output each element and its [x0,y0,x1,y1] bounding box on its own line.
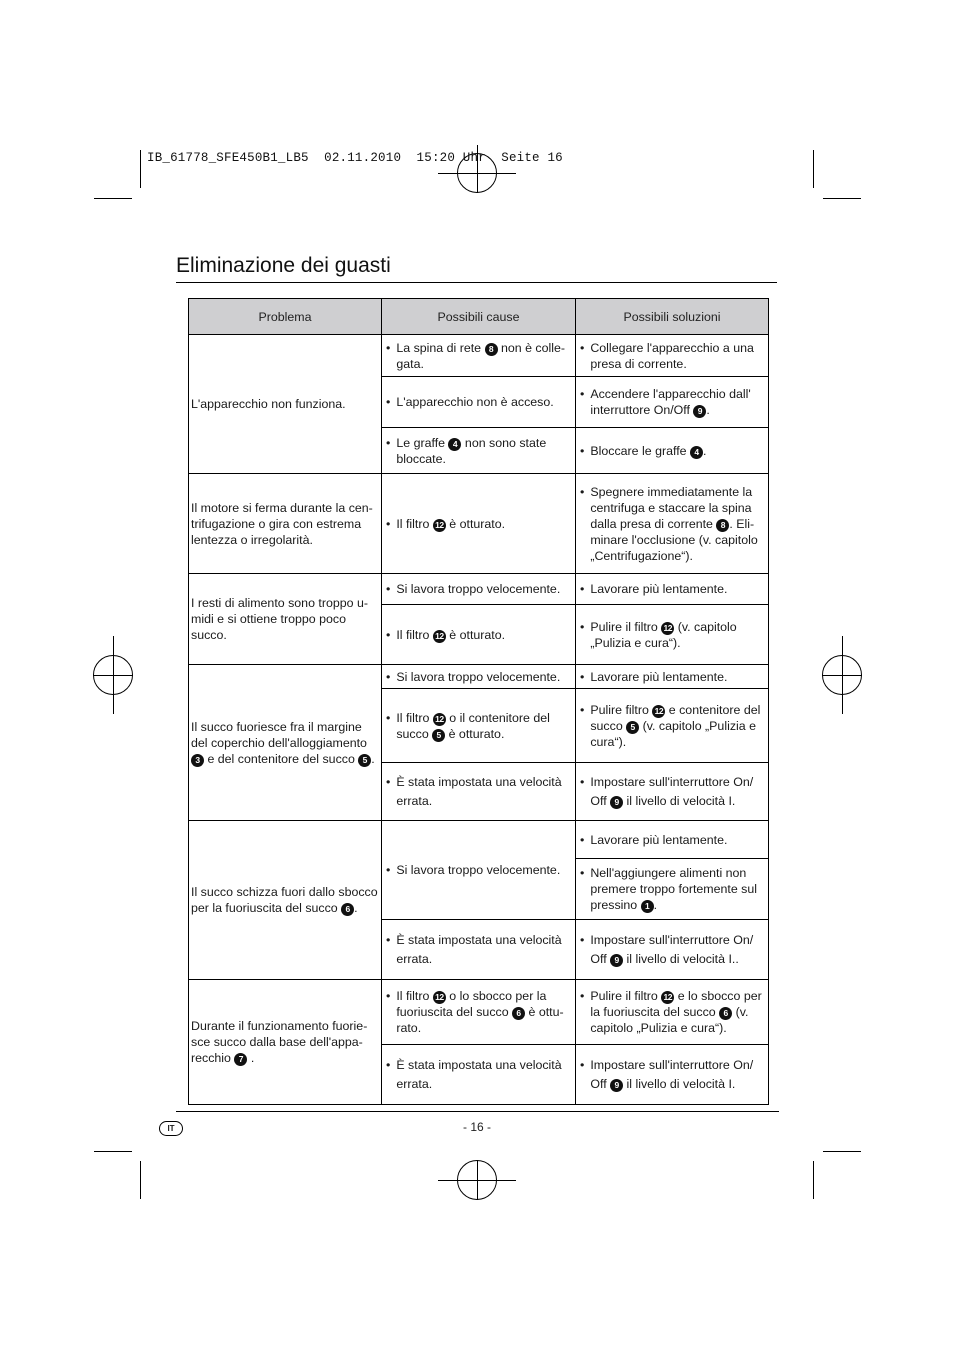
table-row [189,665,769,689]
table-row [189,980,769,1045]
solution-cell: • Bloccare le graffe 4 . [576,428,769,474]
solution-cell: • Spegnere immediatamente la centrifuga e staccare la spina dalla presa di corrente 8 . Eli-minare l'occlusione (v. capitolo „Centrifugazione“). [576,474,769,574]
solution-cell: • Impostare sull'interruttore On/ Off 9 il livello di velocità I. [576,1045,769,1105]
crop-mark [94,198,132,199]
table-row [189,474,769,574]
solution-cell: • Nell'aggiungere alimenti non premere troppo fortemente sul pressino 1 . [576,859,769,920]
solution-cell: • Pulire filtro 12 e contenitore del succo 5 (v. capitolo „Pulizia e cura“). [576,689,769,763]
crop-mark [823,198,861,199]
cause-cell: • Il filtro 12 è otturato. [382,605,576,665]
problem-cell: L'apparecchio non funziona. [189,335,382,474]
solution-cell: • Pulire il filtro 12 e lo sbocco per la fuoriuscita del succo 6 (v. capitolo „Pulizia e cura“). [576,980,769,1045]
problem-cell: I resti di alimento sono troppo u-midi e si ottiene troppo poco succo. [189,574,382,665]
language-badge: IT [159,1121,183,1136]
crop-mark [813,1161,814,1199]
solution-cell: • Impostare sull'interruttore On/ Off 9 il livello di velocità I.. [576,920,769,980]
crop-mark [140,150,141,188]
solution-cell: • Lavorare più lentamente. [576,821,769,859]
crop-mark [823,1151,861,1152]
problem-cell: Il succo schizza fuori dallo sbocco per la fuoriuscita del succo 6 . [189,821,382,980]
crop-mark [94,1151,132,1152]
cause-cell: • È stata impostata una velocità errata. [382,763,576,821]
table-row [189,335,769,377]
header-causes: Possibili cause [382,299,576,335]
cause-cell: • L'apparecchio non è acceso. [382,377,576,428]
cause-cell: • Le graffe 4 non sono state bloccate. [382,428,576,474]
cause-cell: • Il filtro 12 o lo sbocco per la fuoriuscita del succo 6 è ottu-rato. [382,980,576,1045]
solution-cell: • Accendere l'apparecchio dall' interruttore On/Off 9 . [576,377,769,428]
table-header-row [189,299,769,335]
table-row [189,574,769,605]
page-number: - 16 - [462,1120,491,1134]
header-problem: Problema [189,299,382,335]
troubleshooting-table [188,298,769,1105]
solution-cell: • Collegare l'apparecchio a una presa di corrente. [576,335,769,377]
cause-cell: • Il filtro 12 è otturato. [382,474,576,574]
print-header: IB_61778_SFE450B1_LB5 02.11.2010 15:20 Uhr Seite 16 [147,151,563,165]
solution-cell: • Impostare sull'interruttore On/ Off 9 il livello di velocità I. [576,763,769,821]
problem-cell: Durante il funzionamento fuorie-sce succo dalla base dell'appa-recchio 7 . [189,980,382,1105]
cause-cell: • È stata impostata una velocità errata. [382,1045,576,1105]
cause-cell: • È stata impostata una velocità errata. [382,920,576,980]
page-title: Eliminazione dei guasti [176,254,391,277]
cause-cell: • Si lavora troppo velocemente. [382,665,576,689]
footer-rule [176,1111,779,1112]
cause-cell: • Si lavora troppo velocemente. [382,574,576,605]
problem-cell: Il succo fuoriesce fra il margine del coperchio dell'alloggiamento 3 e del contenitore del succo 5 . [189,665,382,821]
solution-cell: • Lavorare più lentamente. [576,665,769,689]
header-solutions: Possibili soluzioni [576,299,769,335]
problem-cell: Il motore si ferma durante la cen-trifugazione o gira con estrema lentezza o irregolarità. [189,474,382,574]
crop-mark [140,1161,141,1199]
table-row [189,821,769,859]
solution-cell: • Pulire il filtro 12 (v. capitolo „Pulizia e cura“). [576,605,769,665]
cause-cell: • Si lavora troppo velocemente. [382,821,576,920]
crop-mark [813,150,814,188]
cause-cell: • Il filtro 12 o il contenitore del succo 5 è otturato. [382,689,576,763]
title-rule [176,282,777,283]
cause-cell: • La spina di rete 8 non è colle-gata. [382,335,576,377]
solution-cell: • Lavorare più lentamente. [576,574,769,605]
